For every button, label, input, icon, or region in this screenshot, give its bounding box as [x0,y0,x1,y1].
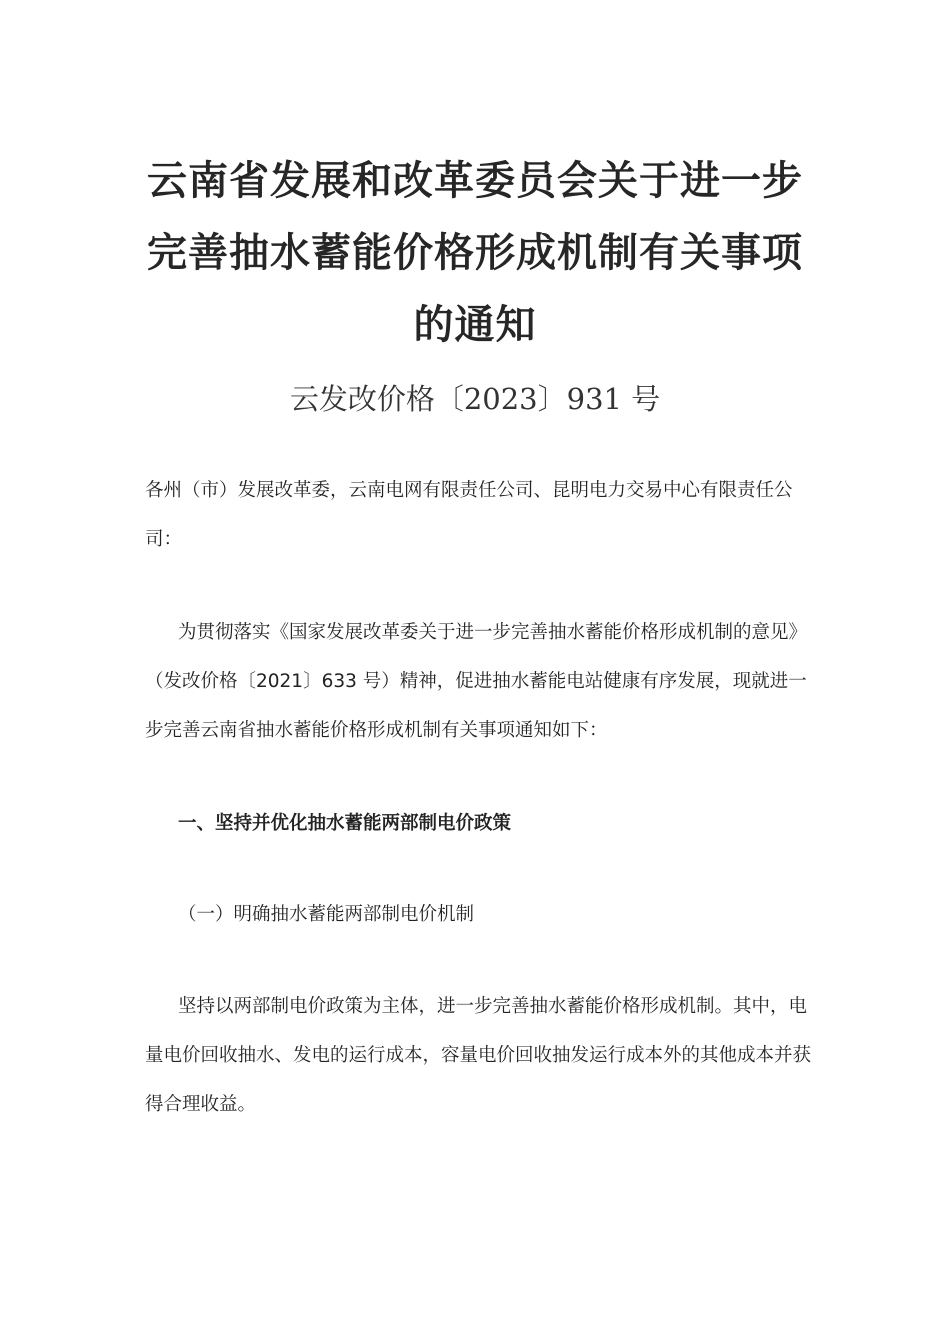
intro-paragraph: 为贯彻落实《国家发展改革委关于进一步完善抽水蓄能价格形成机制的意见》（发改价格〔2021〕633 号）精神，促进抽水蓄能电站健康有序发展，现就进一步完善云南省抽水蓄能价格形成机制有关事项通知如下： [145,622,808,741]
document-number: 云发改价格〔2023〕931 号 [289,382,661,416]
subsection-heading-1: （一）明确抽水蓄能两部制电价机制 [178,904,475,925]
document-title: 云南省发展和改革委员会关于进一步完善抽水蓄能价格形成机制有关事项的通知 [147,158,803,348]
section-heading-1: 一、坚持并优化抽水蓄能两部制电价政策 [178,813,512,834]
subsection-body-1: 坚持以两部制电价政策为主体，进一步完善抽水蓄能价格形成机制。其中，电量电价回收抽水、发电的运行成本，容量电价回收抽发运行成本外的其他成本并获得合理收益。 [145,996,812,1115]
salutation: 各州（市）发展改革委，云南电网有限责任公司、昆明电力交易中心有限责任公司： [145,480,793,550]
